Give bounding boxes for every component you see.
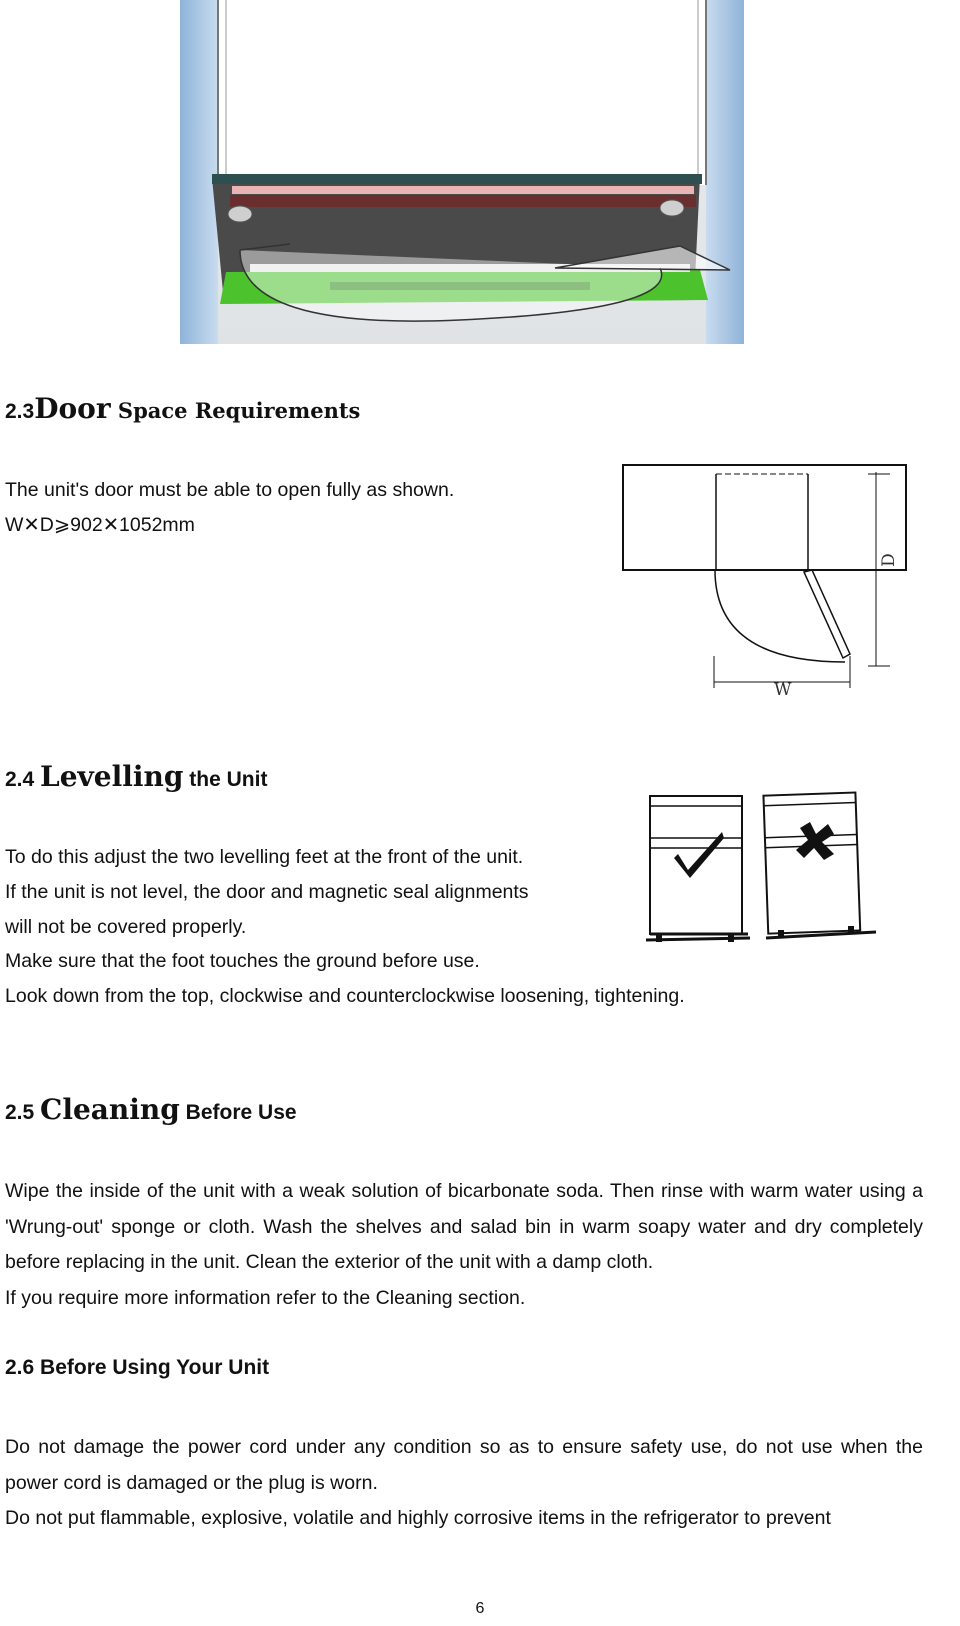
section-heading-2-3 — [5, 392, 360, 425]
depth-label: D — [878, 553, 899, 567]
body-text: Do not damage the power cord under any condition so as to ensure safety use, do not use when the power cord is damaged or the plug is worn. — [5, 1436, 923, 1494]
heading-emphasis: Cleaning — [40, 1093, 180, 1126]
page-number: 6 — [475, 1600, 485, 1617]
body-text: Wipe the inside of the unit with a weak solution of bicarbonate soda. Then rinse with warm water using a 'Wrung-out' sponge or cloth. Wash the shelves and salad bin in warm soapy water and dry completely before replacing in the unit. Clean the exterior of the unit with a damp cloth. — [5, 1180, 923, 1273]
body-text: To do this adjust the two levelling feet at the front of the unit. — [5, 846, 524, 868]
section-number: 2.5 — [5, 1101, 41, 1124]
section-heading-2-4 — [5, 760, 267, 793]
heading-rest: Before Use — [179, 1101, 297, 1124]
dimension-text: W✕D⩾902✕1052mm — [5, 514, 195, 536]
body-text: will not be covered properly. — [5, 916, 247, 938]
section-heading-2-6 — [5, 1356, 269, 1380]
body-text: If the unit is not level, the door and magnetic seal alignments — [5, 881, 529, 903]
body-text: If you require more information refer to the Cleaning section. — [5, 1286, 526, 1309]
usage-paragraph — [5, 1430, 923, 1537]
door-clearance-diagram — [620, 462, 912, 702]
cleaning-paragraph — [5, 1174, 923, 1316]
body-text: Look down from the top, clockwise and counterclockwise loosening, tightening. — [5, 985, 685, 1007]
body-text: Do not put flammable, explosive, volatile and highly corrosive items in the refrigerator to prevent — [5, 1507, 831, 1529]
fridge-bottom-illustration — [180, 0, 744, 344]
body-text: The unit's door must be able to open fully as shown. — [5, 479, 455, 501]
section-heading-2-5 — [5, 1093, 297, 1126]
heading-text: 2.6 Before Using Your Unit — [5, 1356, 270, 1379]
heading-rest: the Unit — [183, 768, 268, 791]
heading-emphasis: Levelling — [40, 760, 184, 793]
levelling-illustration — [644, 788, 880, 948]
body-text: Make sure that the foot touches the ground before use. — [5, 950, 480, 972]
section-number: 2.3 — [5, 400, 35, 423]
heading-rest: Space Requirements — [110, 398, 361, 423]
width-label: W — [774, 680, 792, 700]
heading-emphasis: Door — [34, 392, 111, 425]
section-number: 2.4 — [5, 768, 41, 791]
